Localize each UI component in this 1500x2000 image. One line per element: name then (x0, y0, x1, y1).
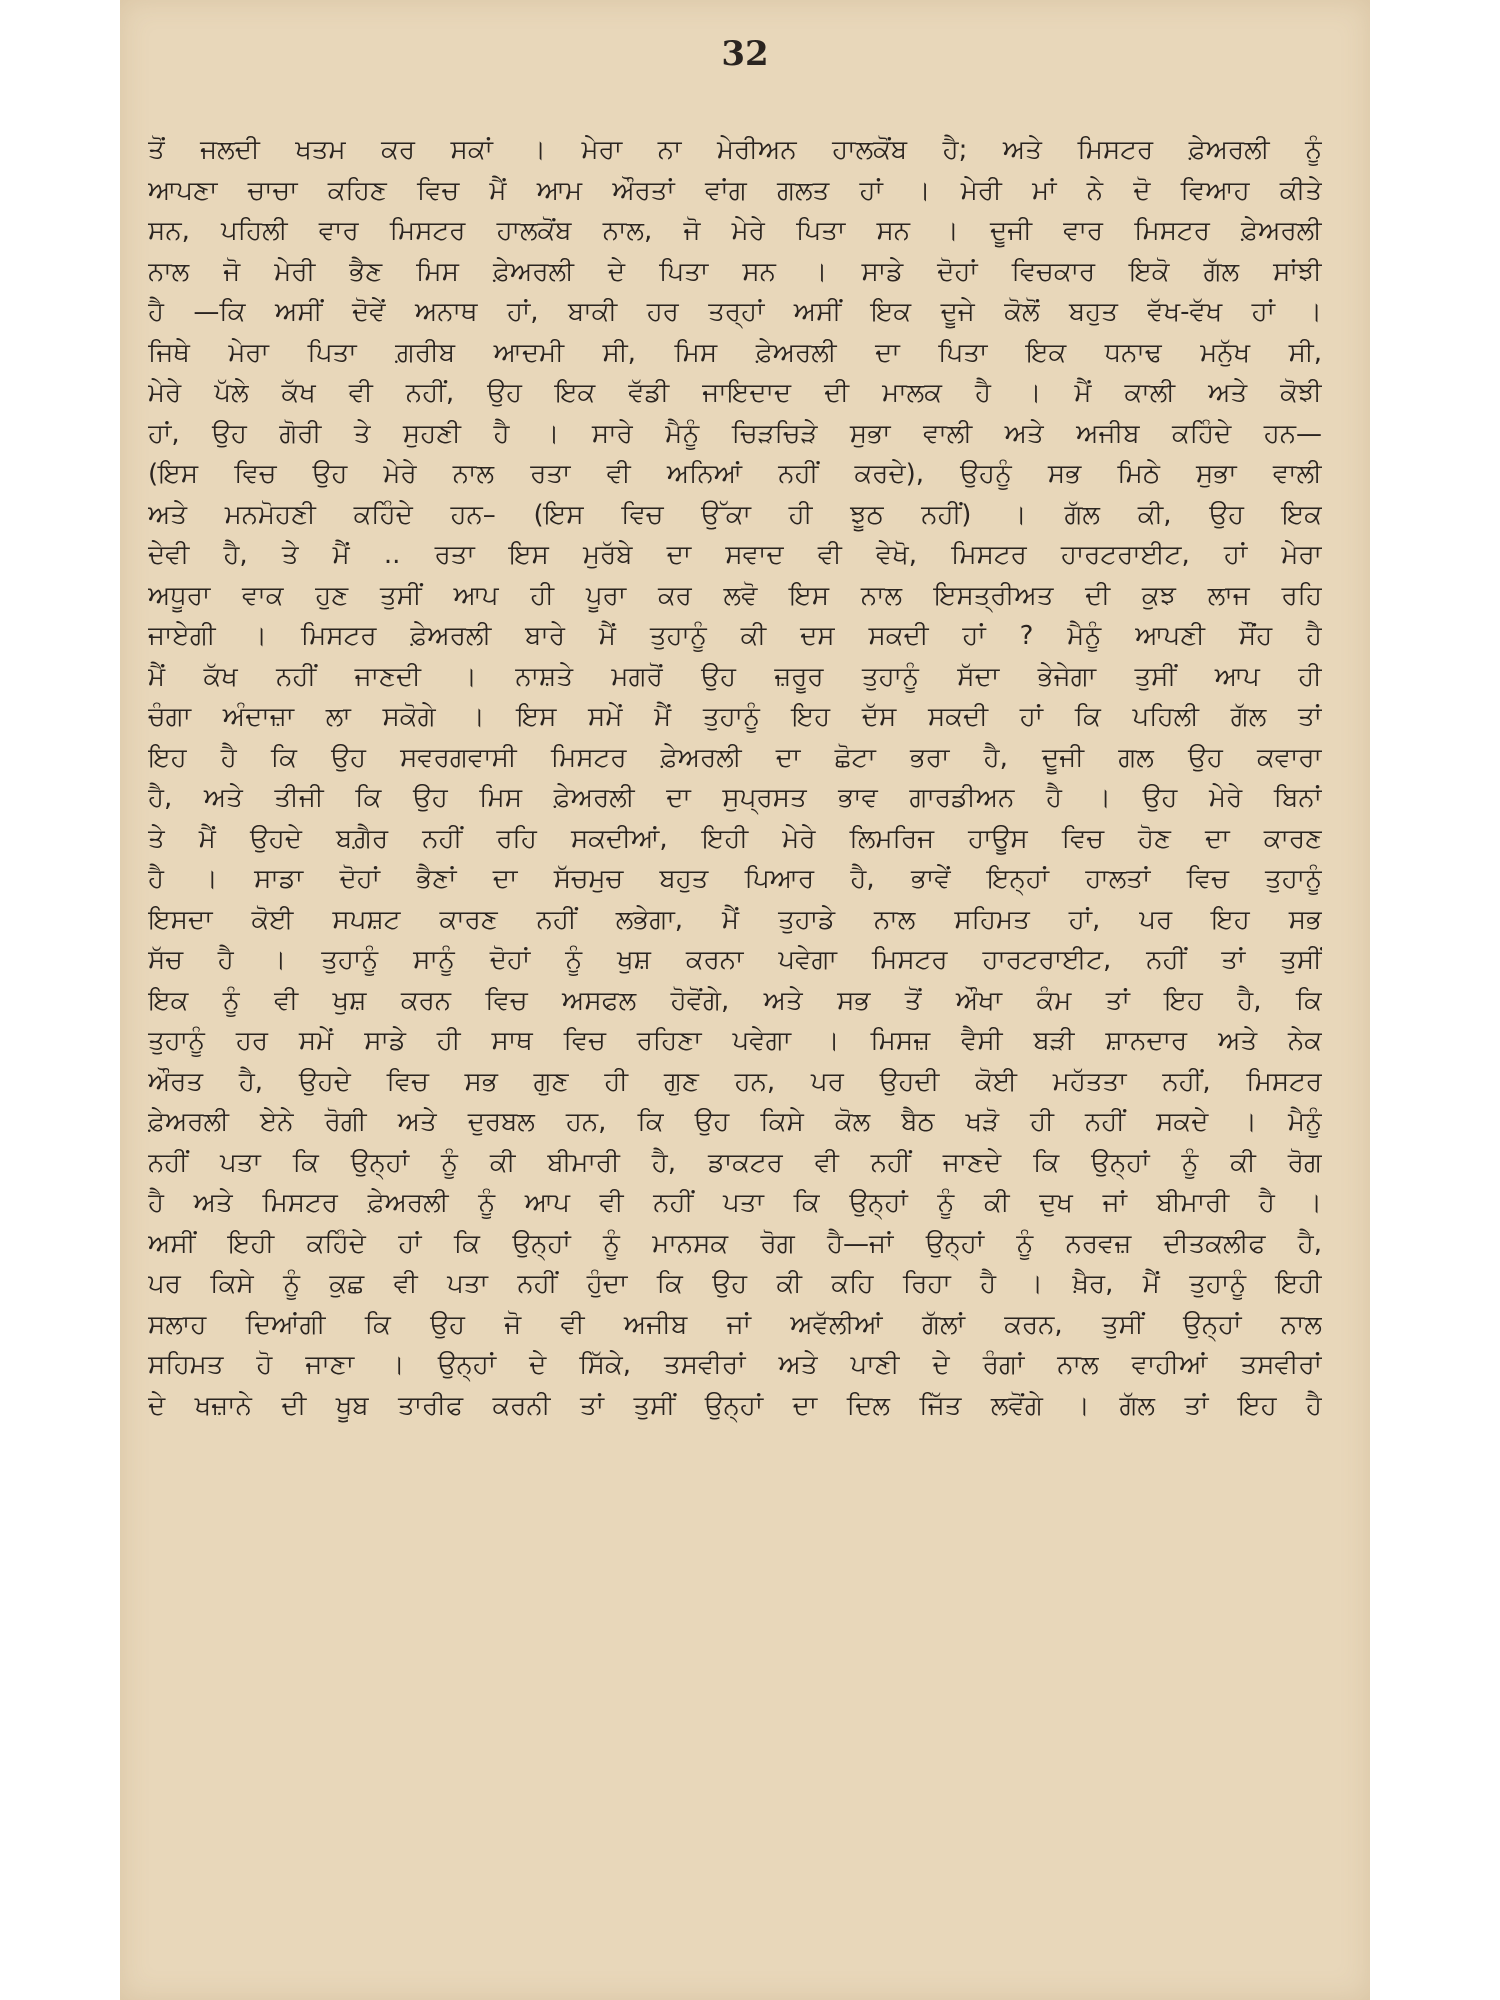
text-line: ਮੈਂ ਕੱਖ ਨਹੀਂ ਜਾਣਦੀ । ਨਾਸ਼ਤੇ ਮਗਰੋਂ ਉਹ ਜ਼ਰੂਰ ਤੁਹਾਨੂੰ ਸੱਦਾ ਭੇਜੇਗਾ ਤੁਸੀਂ ਆਪ ਹੀ (148, 661, 1322, 692)
text-line: ਸੱਚ ਹੈ । ਤੁਹਾਨੂੰ ਸਾਨੂੰ ਦੋਹਾਂ ਨੂੰ ਖੁਸ਼ ਕਰਨਾ ਪਵੇਗਾ ਮਿਸਟਰ ਹਾਰਟਰਾਈਟ, ਨਹੀਂ ਤਾਂ ਤੁਸੀਂ (148, 945, 1322, 975)
text-line: ਚੰਗਾ ਅੰਦਾਜ਼ਾ ਲਾ ਸਕੋਗੇ । ਇਸ ਸਮੇਂ ਮੈਂ ਤੁਹਾਨੂੰ ਇਹ ਦੱਸ ਸਕਦੀ ਹਾਂ ਕਿ ਪਹਿਲੀ ਗੱਲ ਤਾਂ (148, 702, 1322, 732)
text-line: ਔਰਤ ਹੈ, ਉਹਦੇ ਵਿਚ ਸਭ ਗੁਣ ਹੀ ਗੁਣ ਹਨ, ਪਰ ਉਹਦੀ ਕੋਈ ਮਹੱਤਤਾ ਨਹੀਂ, ਮਿਸਟਰ (148, 1066, 1322, 1097)
text-line: ਅਤੇ ਮਨਮੋਹਣੀ ਕਹਿੰਦੇ ਹਨ– (ਇਸ ਵਿਚ ਉੱਕਾ ਹੀ ਝੂਠ ਨਹੀਂ) । ਗੱਲ ਕੀ, ਉਹ ਇਕ (148, 499, 1322, 530)
text-line: ਮੇਰੇ ਪੱਲੇ ਕੱਖ ਵੀ ਨਹੀਂ, ਉਹ ਇਕ ਵੱਡੀ ਜਾਇਦਾਦ ਦੀ ਮਾਲਕ ਹੈ । ਮੈਂ ਕਾਲੀ ਅਤੇ ਕੋਝੀ (148, 378, 1322, 408)
text-line: ਜਿਥੇ ਮੇਰਾ ਪਿਤਾ ਗ਼ਰੀਬ ਆਦਮੀ ਸੀ, ਮਿਸ ਫ਼ੇਅਰਲੀ ਦਾ ਪਿਤਾ ਇਕ ਧਨਾਢ ਮਨੁੱਖ ਸੀ, (148, 337, 1322, 368)
text-line: ਹਾਂ, ਉਹ ਗੋਰੀ ਤੇ ਸੁਹਣੀ ਹੈ । ਸਾਰੇ ਮੈਨੂੰ ਚਿੜਚਿੜੇ ਸੁਭਾ ਵਾਲੀ ਅਤੇ ਅਜੀਬ ਕਹਿੰਦੇ ਹਨ— (148, 418, 1322, 449)
text-line: ਜਾਏਗੀ । ਮਿਸਟਰ ਫ਼ੇਅਰਲੀ ਬਾਰੇ ਮੈਂ ਤੁਹਾਨੂੰ ਕੀ ਦਸ ਸਕਦੀ ਹਾਂ ? ਮੈਨੂੰ ਆਪਣੀ ਸੌਂਹ ਹੈ (148, 621, 1322, 651)
text-line: ਨਾਲ ਜੋ ਮੇਰੀ ਭੈਣ ਮਿਸ ਫ਼ੇਅਰਲੀ ਦੇ ਪਿਤਾ ਸਨ । ਸਾਡੇ ਦੋਹਾਂ ਵਿਚਕਾਰ ਇਕੋ ਗੱਲ ਸਾਂਝੀ (148, 256, 1322, 287)
text-line: ਇਸਦਾ ਕੋਈ ਸਪਸ਼ਟ ਕਾਰਣ ਨਹੀਂ ਲਭੇਗਾ, ਮੈਂ ਤੁਹਾਡੇ ਨਾਲ ਸਹਿਮਤ ਹਾਂ, ਪਰ ਇਹ ਸਭ (148, 904, 1322, 935)
text-line: (ਇਸ ਵਿਚ ਉਹ ਮੇਰੇ ਨਾਲ ਰਤਾ ਵੀ ਅਨਿਆਂ ਨਹੀਂ ਕਰਦੇ), ਉਹਨੂੰ ਸਭ ਮਿਠੇ ਸੁਭਾ ਵਾਲੀ (148, 459, 1322, 489)
text-line: ਹੈ, ਅਤੇ ਤੀਜੀ ਕਿ ਉਹ ਮਿਸ ਫ਼ੇਅਰਲੀ ਦਾ ਸੁਪ੍ਰਸਤ ਭਾਵ ਗਾਰਡੀਅਨ ਹੈ । ਉਹ ਮੇਰੇ ਬਿਨਾਂ (148, 783, 1322, 813)
text-line: ਆਪਣਾ ਚਾਚਾ ਕਹਿਣ ਵਿਚ ਮੈਂ ਆਮ ਔਰਤਾਂ ਵਾਂਗ ਗਲਤ ਹਾਂ । ਮੇਰੀ ਮਾਂ ਨੇ ਦੋ ਵਿਆਹ ਕੀਤੇ (148, 175, 1322, 206)
text-line: ਸਨ, ਪਹਿਲੀ ਵਾਰ ਮਿਸਟਰ ਹਾਲਕੋਂਬ ਨਾਲ, ਜੋ ਮੇਰੇ ਪਿਤਾ ਸਨ । ਦੂਜੀ ਵਾਰ ਮਿਸਟਰ ਫ਼ੇਅਰਲੀ (148, 216, 1322, 246)
text-line: ਸਹਿਮਤ ਹੋ ਜਾਣਾ । ਉਨ੍ਹਾਂ ਦੇ ਸਿੱਕੇ, ਤਸਵੀਰਾਂ ਅਤੇ ਪਾਣੀ ਦੇ ਰੰਗਾਂ ਨਾਲ ਵਾਹੀਆਂ ਤਸਵੀਰਾਂ (148, 1350, 1322, 1380)
text-line: ਅਸੀਂ ਇਹੀ ਕਹਿੰਦੇ ਹਾਂ ਕਿ ਉਨ੍ਹਾਂ ਨੂੰ ਮਾਨਸਕ ਰੋਗ ਹੈ—ਜਾਂ ਉਨ੍ਹਾਂ ਨੂੰ ਨਰਵਜ਼ ਦੀਤਕਲੀਫ ਹੈ, (148, 1228, 1322, 1259)
text-line: ਹੈ —ਕਿ ਅਸੀਂ ਦੋਵੇਂ ਅਨਾਥ ਹਾਂ, ਬਾਕੀ ਹਰ ਤਰ੍ਹਾਂ ਅਸੀਂ ਇਕ ਦੂਜੇ ਕੋਲੋਂ ਬਹੁਤ ਵੱਖ-ਵੱਖ ਹਾਂ । (148, 297, 1322, 327)
text-line: ਤੇ ਮੈਂ ਉਹਦੇ ਬਗ਼ੈਰ ਨਹੀਂ ਰਹਿ ਸਕਦੀਆਂ, ਇਹੀ ਮੇਰੇ ਲਿਮਰਿਜ ਹਾਊਸ ਵਿਚ ਹੋਣ ਦਾ ਕਾਰਣ (148, 823, 1322, 854)
text-line: ਇਹ ਹੈ ਕਿ ਉਹ ਸਵਰਗਵਾਸੀ ਮਿਸਟਰ ਫ਼ੇਅਰਲੀ ਦਾ ਛੋਟਾ ਭਰਾ ਹੈ, ਦੂਜੀ ਗਲ ਉਹ ਕਵਾਰਾ (148, 742, 1322, 773)
text-line: ਇਕ ਨੂੰ ਵੀ ਖੁਸ਼ ਕਰਨ ਵਿਚ ਅਸਫਲ ਹੋਵੋਂਗੇ, ਅਤੇ ਸਭ ਤੋਂ ਔਖਾ ਕੰਮ ਤਾਂ ਇਹ ਹੈ, ਕਿ (148, 985, 1322, 1016)
text-line: ਤੋਂ ਜਲਦੀ ਖਤਮ ਕਰ ਸਕਾਂ । ਮੇਰਾ ਨਾ ਮੇਰੀਅਨ ਹਾਲਕੋਂਬ ਹੈ; ਅਤੇ ਮਿਸਟਰ ਫ਼ੇਅਰਲੀ ਨੂੰ (148, 135, 1322, 165)
text-line: ਤੁਹਾਨੂੰ ਹਰ ਸਮੇਂ ਸਾਡੇ ਹੀ ਸਾਥ ਵਿਚ ਰਹਿਣਾ ਪਵੇਗਾ । ਮਿਸਜ਼ ਵੈਸੀ ਬੜੀ ਸ਼ਾਨਦਾਰ ਅਤੇ ਨੇਕ (148, 1026, 1322, 1056)
text-line: ਹੈ । ਸਾਡਾ ਦੋਹਾਂ ਭੈਣਾਂ ਦਾ ਸੱਚਮੁਚ ਬਹੁਤ ਪਿਆਰ ਹੈ, ਭਾਵੇਂ ਇਨ੍ਹਾਂ ਹਾਲਤਾਂ ਵਿਚ ਤੁਹਾਨੂੰ (148, 864, 1322, 894)
text-line: ਅਧੂਰਾ ਵਾਕ ਹੁਣ ਤੁਸੀਂ ਆਪ ਹੀ ਪੂਰਾ ਕਰ ਲਵੋ ਇਸ ਨਾਲ ਇਸਤ੍ਰੀਅਤ ਦੀ ਕੁਝ ਲਾਜ ਰਹਿ (148, 580, 1322, 611)
body-text (120, 130, 1370, 1426)
text-line: ਨਹੀਂ ਪਤਾ ਕਿ ਉਨ੍ਹਾਂ ਨੂੰ ਕੀ ਬੀਮਾਰੀ ਹੈ, ਡਾਕਟਰ ਵੀ ਨਹੀਂ ਜਾਣਦੇ ਕਿ ਉਨ੍ਹਾਂ ਨੂੰ ਕੀ ਰੋਗ (148, 1147, 1322, 1178)
text-line: ਪਰ ਕਿਸੇ ਨੂੰ ਕੁਛ ਵੀ ਪਤਾ ਨਹੀਂ ਹੁੰਦਾ ਕਿ ਉਹ ਕੀ ਕਹਿ ਰਿਹਾ ਹੈ । ਖ਼ੈਰ, ਮੈਂ ਤੁਹਾਨੂੰ ਇਹੀ (148, 1269, 1322, 1299)
text-line: ਹੈ ਅਤੇ ਮਿਸਟਰ ਫ਼ੇਅਰਲੀ ਨੂੰ ਆਪ ਵੀ ਨਹੀਂ ਪਤਾ ਕਿ ਉਨ੍ਹਾਂ ਨੂੰ ਕੀ ਦੁਖ ਜਾਂ ਬੀਮਾਰੀ ਹੈ । (148, 1188, 1322, 1218)
text-line: ਸਲਾਹ ਦਿਆਂਗੀ ਕਿ ਉਹ ਜੋ ਵੀ ਅਜੀਬ ਜਾਂ ਅਵੱਲੀਆਂ ਗੱਲਾਂ ਕਰਨ, ਤੁਸੀਂ ਉਨ੍ਹਾਂ ਨਾਲ (148, 1309, 1322, 1340)
scanned-page (120, 0, 1370, 2000)
text-line: ਦੇਵੀ ਹੈ, ਤੇ ਮੈਂ .. ਰਤਾ ਇਸ ਮੁਰੱਬੇ ਦਾ ਸਵਾਦ ਵੀ ਵੇਖੋ, ਮਿਸਟਰ ਹਾਰਟਰਾਈਟ, ਹਾਂ ਮੇਰਾ (148, 540, 1322, 570)
text-line: ਦੇ ਖਜ਼ਾਨੇ ਦੀ ਖੂਬ ਤਾਰੀਫ ਕਰਨੀ ਤਾਂ ਤੁਸੀਂ ਉਨ੍ਹਾਂ ਦਾ ਦਿਲ ਜਿੱਤ ਲਵੋਂਗੇ । ਗੱਲ ਤਾਂ ਇਹ ਹੈ (148, 1390, 1322, 1421)
page-number: 32 (721, 34, 769, 74)
text-line: ਫ਼ੇਅਰਲੀ ਏਨੇ ਰੋਗੀ ਅਤੇ ਦੁਰਬਲ ਹਨ, ਕਿ ਉਹ ਕਿਸੇ ਕੋਲ ਬੈਠ ਖੜੋ ਹੀ ਨਹੀਂ ਸਕਦੇ । ਮੈਨੂੰ (148, 1107, 1322, 1137)
